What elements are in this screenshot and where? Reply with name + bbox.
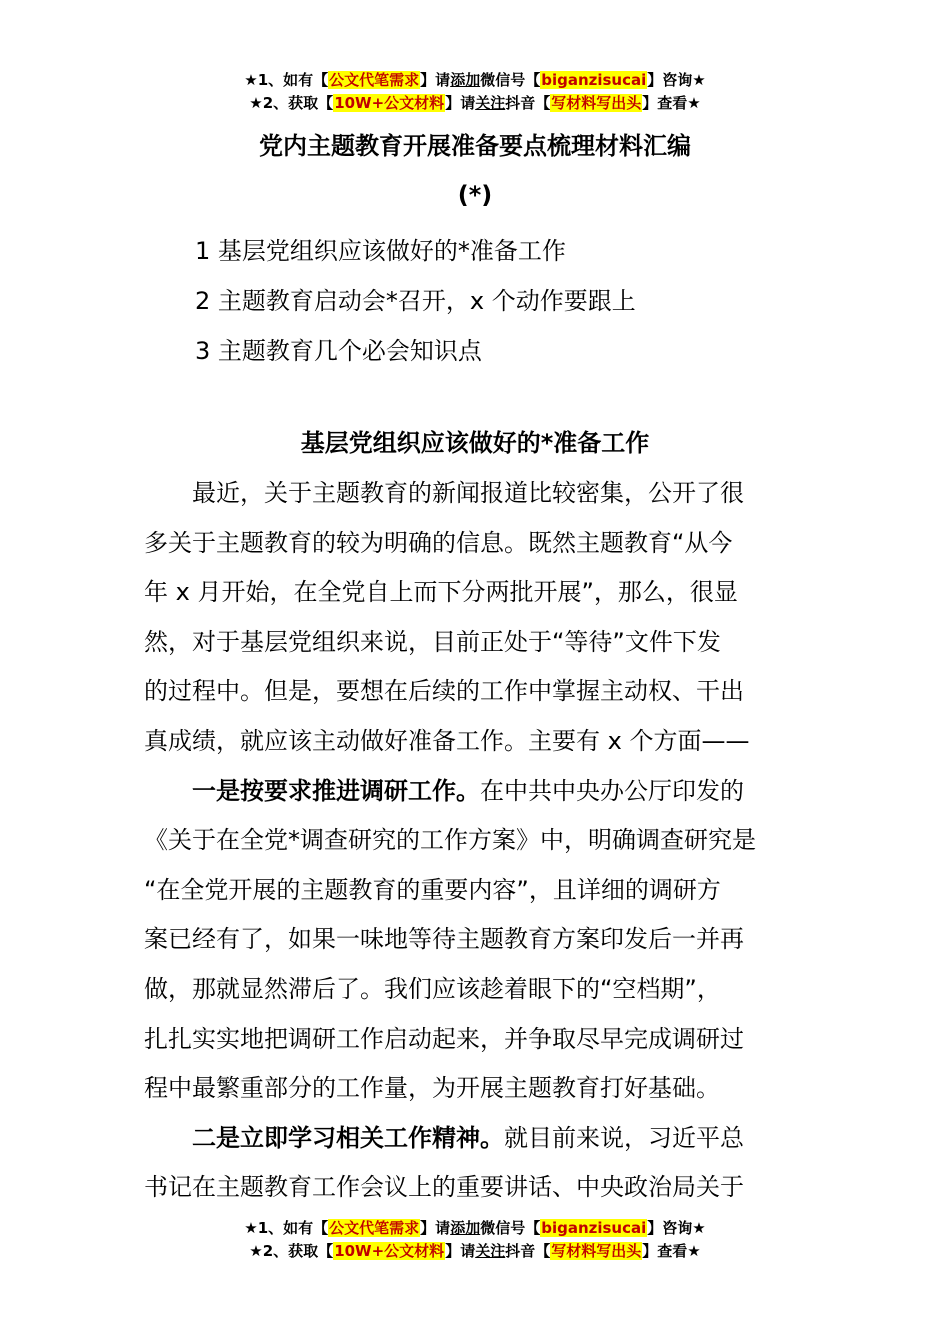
toc-item: 3 主题教育几个必会知识点 (195, 337, 482, 365)
paragraph-lead: 一是按要求推进调研工作。 (144, 776, 480, 805)
paragraph-line: 程中最繁重部分的工作量，为开展主题教育打好基础。 (144, 1074, 720, 1103)
paragraph-line: 年 x 月开始，在全党自上而下分两批开展”，那么，很显 (144, 578, 738, 607)
table-of-contents (195, 226, 636, 376)
document-subtitle: (*) (457, 181, 493, 209)
paragraph-line: 二是立即学习相关工作精神。就目前来说，习近平总 (144, 1123, 744, 1152)
paragraph-line: 案已经有了，如果一味地等待主题教育方案印发后一并再 (144, 925, 744, 954)
paragraph-line: 一是按要求推进调研工作。在中共中央办公厅印发的 (144, 776, 744, 805)
paragraph-line: 真成绩，就应该主动做好准备工作。主要有 x 个方面—— (144, 726, 750, 755)
underlined-add: 添加 (450, 71, 481, 89)
highlight-douyin: 写材料写出头 (551, 94, 642, 112)
underlined-follow: 关注 (475, 1242, 506, 1260)
paragraph-line: 然，对于基层党组织来说，目前正处于“等待”文件下发 (144, 627, 721, 656)
paragraph-line: 书记在主题教育工作会议上的重要讲话、中央政治局关于 (144, 1173, 744, 1202)
highlight-materials: 10W+公文材料 (334, 94, 445, 112)
paragraph-line: 多关于主题教育的较为明确的信息。既然主题教育“从今 (144, 528, 733, 557)
paragraph-line: 的过程中。但是，要想在后续的工作中掌握主动权、干出 (144, 677, 744, 706)
banner-line-1: ★1、如有【公文代笔需求】请添加微信号【biganzisucai】咨询★ (244, 71, 706, 89)
highlight-service: 公文代笔需求 (329, 71, 420, 89)
highlight-service: 公文代笔需求 (329, 1219, 420, 1237)
toc-item: 2 主题教育启动会*召开，x 个动作要跟上 (195, 287, 636, 315)
banner-line-2: ★2、获取【10W+公文材料】请关注抖音【写材料写出头】查看★ (249, 1242, 701, 1260)
underlined-add: 添加 (450, 1219, 481, 1237)
banner-line-1: ★1、如有【公文代笔需求】请添加微信号【biganzisucai】咨询★ (244, 1219, 706, 1237)
paragraph-line: 最近，关于主题教育的新闻报道比较密集，公开了很 (144, 479, 744, 507)
footer-banner (0, 1217, 950, 1263)
highlight-douyin: 写材料写出头 (551, 1242, 642, 1260)
banner-line-2: ★2、获取【10W+公文材料】请关注抖音【写材料写出头】查看★ (249, 94, 701, 112)
document-title: 党内主题教育开展准备要点梳理材料汇编 (259, 132, 691, 160)
paragraph-line: 扎扎实实地把调研工作启动起来，并争取尽早完成调研过 (144, 1024, 744, 1053)
header-banner (0, 69, 950, 115)
paragraph-line: 做，那就显然滞后了。我们应该趁着眼下的“空档期”， (144, 974, 721, 1003)
body-text (144, 469, 806, 1213)
highlight-wechat-id: biganzisucai (541, 1219, 647, 1237)
highlight-wechat-id: biganzisucai (541, 71, 647, 89)
paragraph-line: 《关于在全党*调查研究的工作方案》中，明确调查研究是 (144, 826, 756, 855)
paragraph-lead: 二是立即学习相关工作精神。 (144, 1123, 504, 1152)
highlight-materials: 10W+公文材料 (334, 1242, 445, 1260)
section-title: 基层党组织应该做好的*准备工作 (300, 429, 650, 457)
paragraph-line: “在全党开展的主题教育的重要内容”，且详细的调研方 (144, 875, 721, 904)
underlined-follow: 关注 (475, 94, 506, 112)
toc-item: 1 基层党组织应该做好的*准备工作 (195, 237, 566, 265)
